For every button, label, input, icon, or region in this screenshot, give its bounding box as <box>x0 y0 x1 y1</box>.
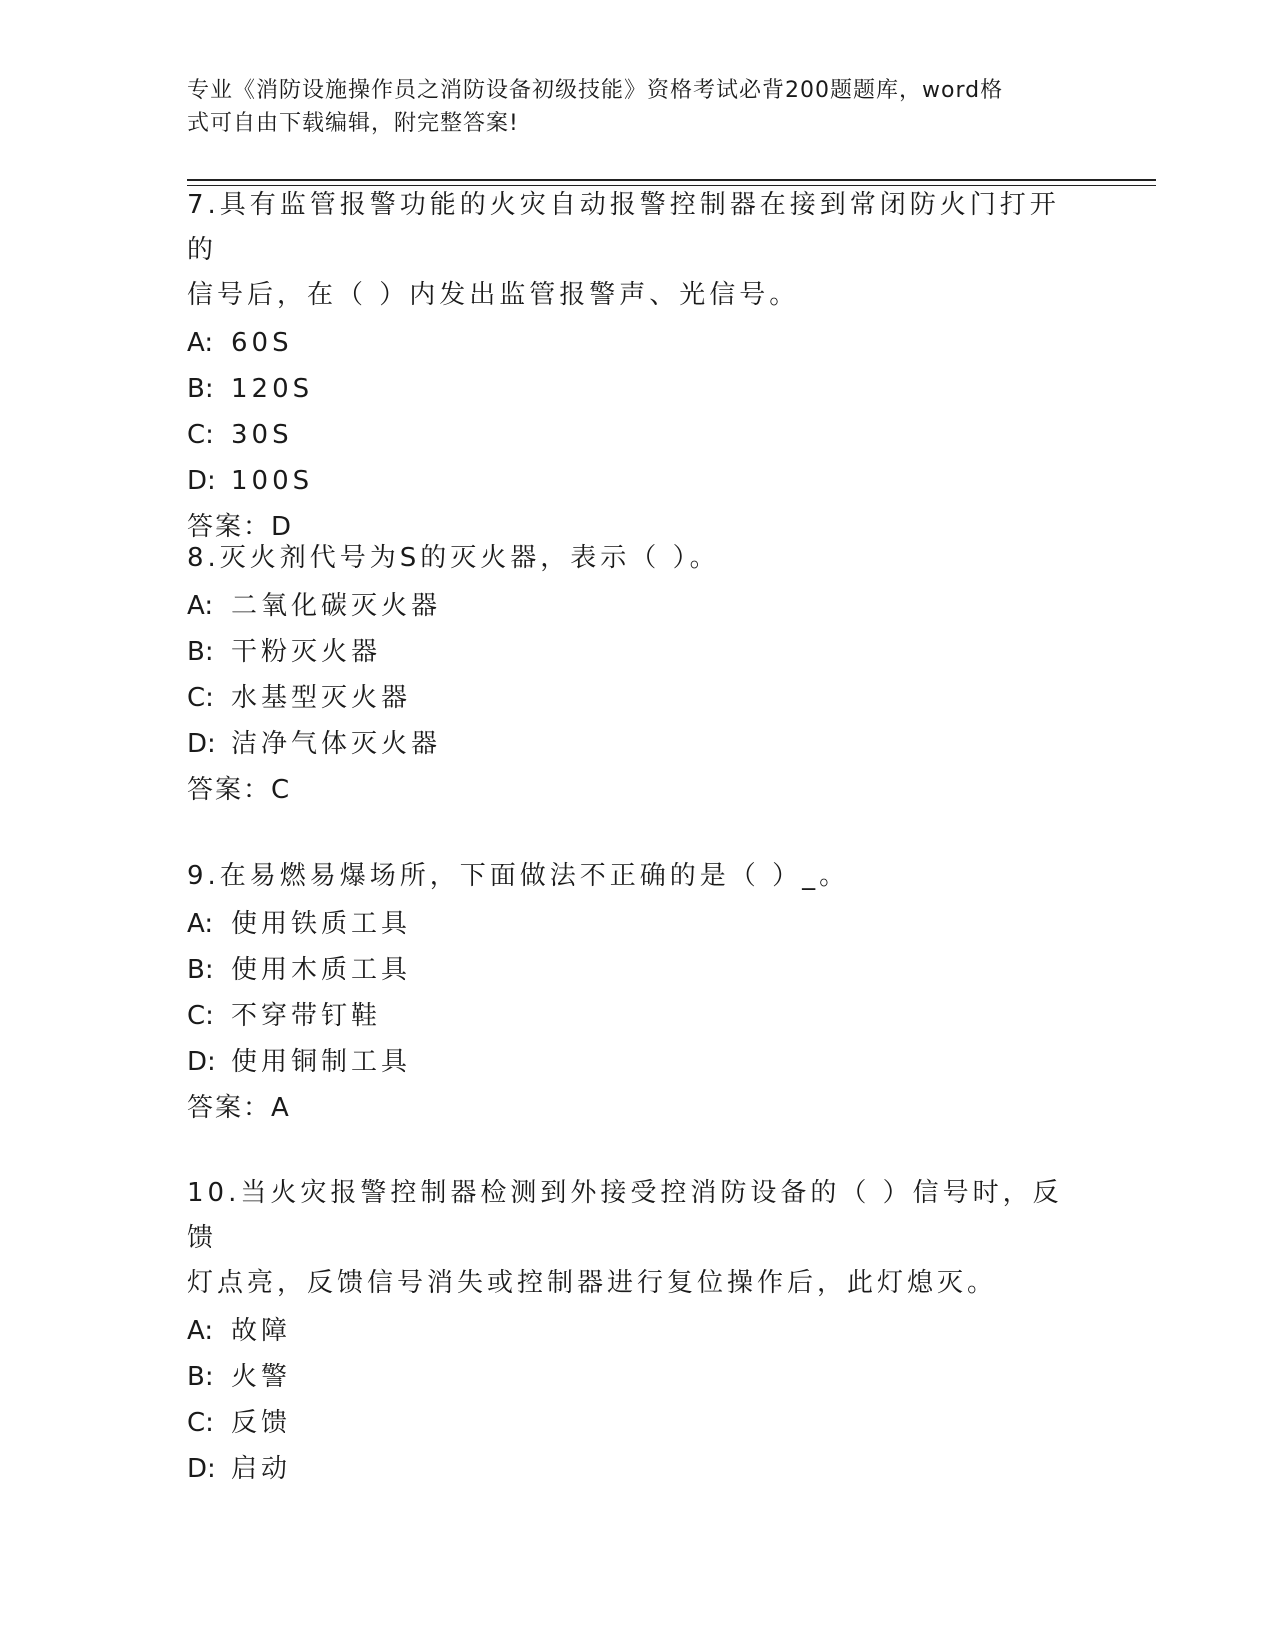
answer-line: 答案：D <box>187 512 294 542</box>
header-divider <box>187 179 1156 181</box>
question-stem <box>187 536 1087 581</box>
option-c <box>187 1400 1087 1446</box>
option-d <box>187 721 1087 767</box>
question-stem-line: 9.在易燃易爆场所，下面做法不正确的是（ ）_。 <box>187 861 850 891</box>
option-key: A: <box>187 909 214 939</box>
option-key: D: <box>187 1047 216 1077</box>
option-key: B: <box>187 637 214 667</box>
option-d <box>187 1039 1087 1085</box>
option-key: D: <box>187 466 216 496</box>
option-text: 故障 <box>231 1316 292 1346</box>
document-header <box>187 74 1067 140</box>
option-text: 60S <box>231 328 293 358</box>
option-key: C: <box>187 683 214 713</box>
question-stem-line: 信号后，在（ ）内发出监管报警声、光信号。 <box>187 280 800 310</box>
option-text: 30S <box>231 420 293 450</box>
option-text: 水基型灭火器 <box>231 683 412 713</box>
question-stem <box>187 183 1087 318</box>
question-stem <box>187 1171 1087 1306</box>
option-text: 启动 <box>231 1454 292 1484</box>
option-key: D: <box>187 729 216 759</box>
option-text: 干粉灭火器 <box>231 637 382 667</box>
question-10 <box>187 1171 1087 1492</box>
answer-line: 答案：A <box>187 1093 291 1123</box>
option-key: A: <box>187 328 214 358</box>
answer-line: 答案：C <box>187 775 292 805</box>
option-text: 100S <box>231 466 314 496</box>
option-key: C: <box>187 420 214 450</box>
option-d <box>187 1446 1087 1492</box>
option-b <box>187 947 1087 993</box>
question-stem-line: 灯点亮，反馈信号消失或控制器进行复位操作后，此灯熄灭。 <box>187 1268 998 1298</box>
header-line-2: 式可自由下载编辑，附完整答案! <box>187 111 519 136</box>
option-key: C: <box>187 1001 214 1031</box>
option-b <box>187 629 1087 675</box>
option-key: A: <box>187 1316 214 1346</box>
option-key: C: <box>187 1408 214 1438</box>
question-8 <box>187 536 1087 813</box>
header-line-1: 专业《消防设施操作员之消防设备初级技能》资格考试必背200题题库，word格 <box>187 78 1004 103</box>
option-text: 火警 <box>231 1362 292 1392</box>
question-stem-line: 10.当火灾报警控制器检测到外接受控消防设备的（ ）信号时，反馈 <box>187 1178 1063 1253</box>
option-key: D: <box>187 1454 216 1484</box>
option-c <box>187 993 1087 1039</box>
question-stem-line: 8.灭火剂代号为S的灭火器，表示（ ）。 <box>187 543 720 573</box>
option-a <box>187 320 1087 366</box>
option-key: B: <box>187 955 214 985</box>
question-stem-line: 7.具有监管报警功能的火灾自动报警控制器在接到常闭防火门打开的 <box>187 190 1060 265</box>
option-a <box>187 901 1087 947</box>
question-7 <box>187 183 1087 550</box>
option-key: A: <box>187 591 214 621</box>
option-key: B: <box>187 1362 214 1392</box>
option-key: B: <box>187 374 214 404</box>
option-text: 使用铁质工具 <box>231 909 412 939</box>
option-c <box>187 412 1087 458</box>
option-text: 使用木质工具 <box>231 955 412 985</box>
option-d <box>187 458 1087 504</box>
option-text: 洁净气体灭火器 <box>231 729 442 759</box>
option-text: 不穿带钉鞋 <box>231 1001 382 1031</box>
option-text: 二氧化碳灭火器 <box>231 591 442 621</box>
option-a <box>187 583 1087 629</box>
question-stem <box>187 854 1087 899</box>
option-c <box>187 675 1087 721</box>
option-b <box>187 1354 1087 1400</box>
option-a <box>187 1308 1087 1354</box>
option-text: 120S <box>231 374 314 404</box>
option-text: 使用铜制工具 <box>231 1047 412 1077</box>
option-b <box>187 366 1087 412</box>
question-9 <box>187 854 1087 1131</box>
option-text: 反馈 <box>231 1408 292 1438</box>
